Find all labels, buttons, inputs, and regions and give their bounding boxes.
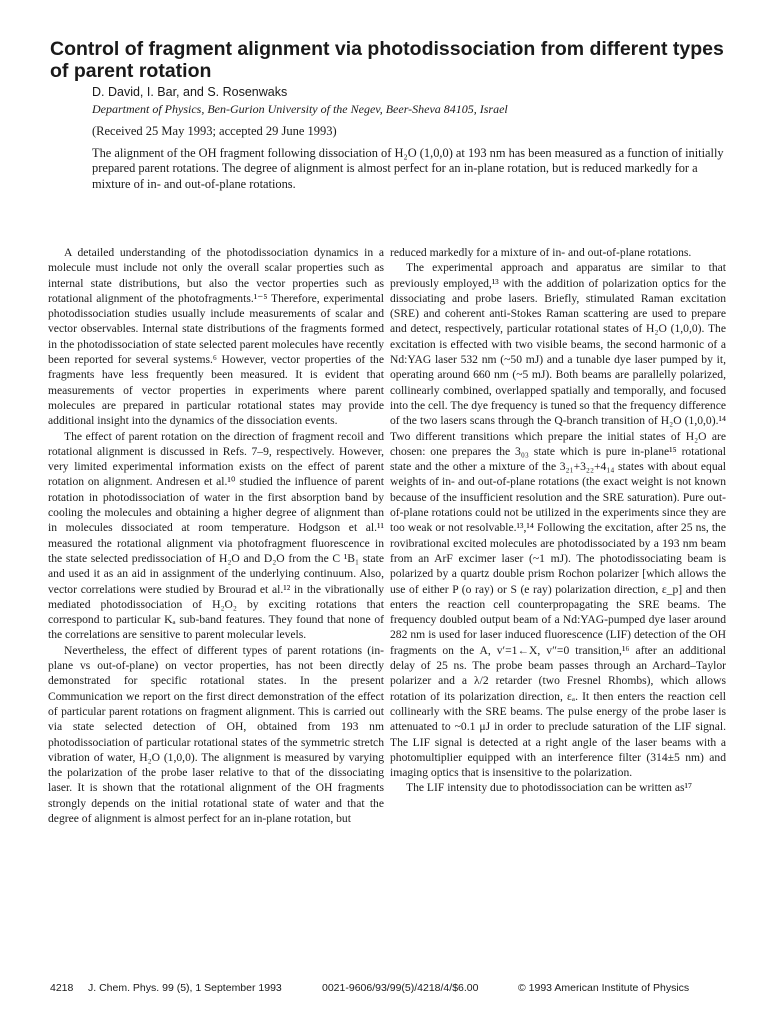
- received-dates: (Received 25 May 1993; accepted 29 June 1993): [92, 124, 337, 138]
- affiliation: Department of Physics, Ben-Gurion University of the Negev, Beer-Sheva 84105, Israel: [92, 102, 508, 116]
- body-paragraph: The effect of parent rotation on the direction of fragment recoil and rotational alignment is discussed in Refs. 7–9, respectively. However, very limited experimental information exists on the effect of parent rotation on alignment. Andresen et al.¹⁰ studied the influence of parent rotation in photodissociation of water in the first absorption band by cooling the molecules and obtaining a higher degree of alignment than in molecules dissociated at room temperature. Hodgson et al.¹¹ measured the rotational alignment via photofragment fluorescence in the state selected predissociation of H₂O and D₂O from the C ¹B₁ state and used it as an aid in assignment of the underlying continuum. Also, vector correlations were studied by Brourad et al.¹² in the vibrationally mediated photodissociation of H₂O₂ by exciting rotations that correspond to particular Kₐ sub-band features. They found that none of the correlations are sensitive to parent molecular levels.: [48, 429, 384, 642]
- article-title: Control of fragment alignment via photodissociation from different types of parent rotation: [50, 38, 724, 82]
- body-paragraph: The experimental approach and apparatus are similar to that previously employed,¹³ with the addition of polarization optics for the dissociating and probe lasers. Briefly, stimulated Raman excitation (SRE) and coherent anti-Stokes Raman scattering are used to prepare and detect, respectively, particular rotational states of H₂O (1,0,0). The excitation is effected with two visible beams, the second harmonic of a Nd:YAG laser 532 nm (~50 mJ) and a tunable dye laser pumped by it, operating around 660 nm (~5 mJ). Both beams are parallelly polarized, collinearly combined, overlapped spatially and temporally, and focused into the cell. The dye frequency is tuned so that the frequency difference of the two lasers scans through the Q-branch transition of H₂O (1,0,0).¹⁴ Two different transitions which prepare the initial states of H₂O are chosen: one prepares the 3₀₃ state which is pure in-plane¹⁵ rotational state and the other a mixture of the 3₂₁+3₂₂+4₁₄ states with about equal weights of in- and out-of-plane rotations (the exact weight is not known because of the insufficient resolution and the SRE saturation). Pure out-of-plane rotations could not be utilized in the experiments since they are too weak or not resolvable.¹³,¹⁴ Following the excitation, after 25 ns, the rovibrational excited molecules are photodissociated by a 193 nm beam from an ArF excimer laser (~1 mJ). The photodissociating beam is polarized by a quartz double prism Rochon polarizer [which allows the use of either P (o ray) or S (e ray) polarization direction, ε_p] and then enters the reaction cell counterpropagating the SRE beams. The frequency doubled output beam of a Nd:YAG-pumped dye laser around 282 nm is used for laser induced fluorescence (LIF) detection of the OH fragments on the A, v′=1←X, v″=0 transition,¹⁶ after an additional delay of 25 ns. The probe beam passes through an Archard–Taylor polarizer and a λ/2 retarder (two Fresnel Rhombs), which allows rotation of its polarization direction, εₐ. It then enters the reaction cell collinearly with the SRE beams. The pulse energy of the probe laser is attenuated to ~0.1 μJ in order to preclude saturation of the LIF signal. The LIF signal is detected at a right angle of the laser beams with a photomultiplier equipped with an interference filter (314±5 nm) and imaging optics that is insensitive to the polarization.: [390, 261, 726, 780]
- body-paragraph: Nevertheless, the effect of different types of parent rotations (in-plane vs out-of-plane) on vector properties, has not been directly demonstrated for specific rotational states. In the present Communication we report on the first direct demonstration of the effect of particular parent rotations on fragment alignment. This is carried out via state selected detection of OH, obtained from 193 nm photodissociation of particular rotational states of the symmetric stretch vibration of water, H₂O (1,0,0). The alignment is measured by varying the polarization of the probe laser relative to that of the dissociating laser. It is shown that the rotational alignment of the OH fragments strongly depends on the initial rotational state of water and that the degree of alignment is almost perfect for an in-plane rotation, but: [48, 643, 384, 825]
- body-paragraph: reduced markedly for a mixture of in- and out-of-plane rotations.: [390, 246, 692, 259]
- abstract: The alignment of the OH fragment following dissociation of H₂O (1,0,0) at 193 nm has been measured as a function of initially prepared parent rotations. The degree of alignment is almost perfect for an in-plane rotation, but is reduced markedly for a mixture of in- and out-of-plane rotations.: [92, 146, 724, 191]
- page-number: 4218: [50, 982, 74, 994]
- copyright-notice: © 1993 American Institute of Physics: [518, 982, 690, 994]
- body-paragraph: A detailed understanding of the photodissociation dynamics in a molecule must include not only the overall scalar properties such as internal state distributions, but also the vector properties such as rotational alignment of the photofragments.¹⁻⁵ Therefore, experimental photodissociation studies usually include measurements of scalar and vector observables. Internal state distributions of the fragments formed in the photodissociation of state selected parent molecules have recently been reported for several systems.⁶ However, vector properties of the fragments have less frequently been measured. It is evident that measurements of vector properties in experiments where parent molecules are prepared in particular rotational states may provide additional insight into the dynamics of the dissociation events.: [48, 246, 384, 428]
- article-code: 0021-9606/93/99(5)/4218/4/$6.00: [322, 982, 479, 994]
- journal-citation: J. Chem. Phys. 99 (5), 1 September 1993: [88, 982, 282, 994]
- body-column-left: [48, 245, 384, 826]
- author-list: D. David, I. Bar, and S. Rosenwaks: [92, 85, 288, 99]
- body-column-right: [390, 245, 726, 796]
- page-footer: [50, 982, 740, 998]
- body-paragraph: The LIF intensity due to photodissociation can be written as¹⁷: [406, 781, 693, 795]
